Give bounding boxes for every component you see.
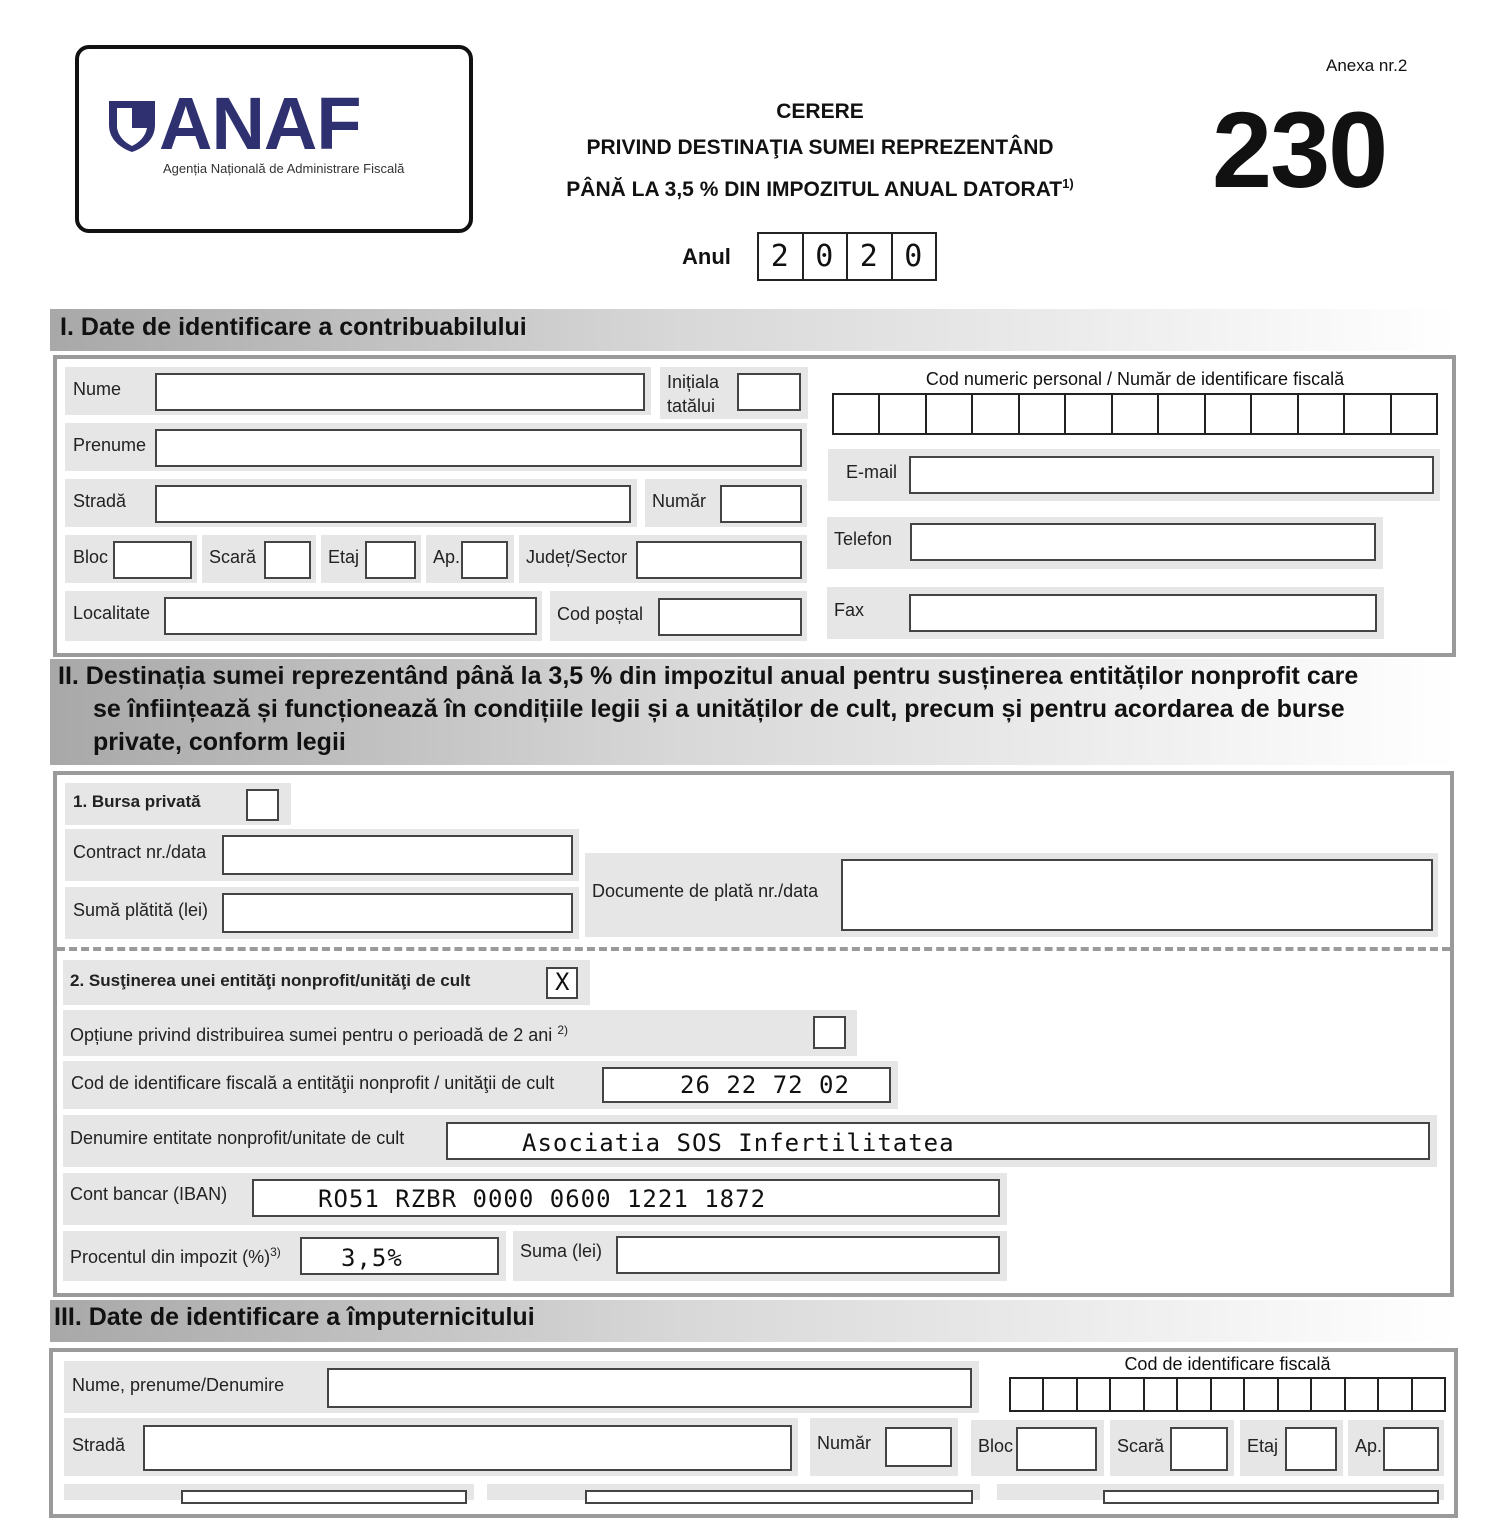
postal-code-input[interactable]: [658, 598, 802, 636]
bursa-checkbox[interactable]: [246, 789, 279, 821]
section-2-title: [50, 659, 1458, 765]
email-input[interactable]: [909, 456, 1434, 494]
two-year-option-checkbox[interactable]: [813, 1016, 846, 1049]
year-digit: 0: [804, 234, 849, 279]
fax-input[interactable]: [909, 594, 1377, 632]
year-digit: 2: [848, 234, 893, 279]
dashed-divider: [57, 947, 1450, 951]
logo-wordmark: ANAF: [159, 82, 361, 165]
email-label: E-mail: [846, 462, 898, 482]
floor-label: Etaj: [328, 547, 360, 567]
title-line-1: CERERE: [776, 100, 864, 123]
year-digit: 0: [904, 239, 924, 274]
title-line-2: PRIVIND DESTINAŢIA SUMEI REPREZENTÂND: [586, 136, 1054, 159]
percent-label: Procentul din impozit (%)$^{3)}$: [70, 1245, 281, 1267]
proxy-cif-input[interactable]: [1009, 1377, 1446, 1412]
anaf-logo: [75, 45, 473, 233]
phone-input[interactable]: [910, 523, 1376, 561]
initial-label-1: Inițiala: [667, 372, 720, 392]
paid-amount-input[interactable]: [222, 893, 573, 933]
apt-label: Ap.: [433, 547, 461, 567]
shield-icon: [107, 97, 157, 153]
cnp-input[interactable]: [832, 393, 1438, 435]
proxy-number-input[interactable]: [885, 1427, 952, 1467]
first-name-input[interactable]: [155, 429, 802, 467]
proxy-apt-input[interactable]: [1383, 1427, 1439, 1471]
year-label: Anul: [682, 244, 731, 269]
county-label: Județ/Sector: [526, 547, 628, 567]
block-label: Bloc: [73, 547, 109, 567]
payment-docs-label: Documente de plată nr./data: [592, 881, 819, 901]
percent-value: 3,5%: [341, 1244, 403, 1272]
staircase-input[interactable]: [264, 541, 311, 579]
proxy-street-input[interactable]: [143, 1425, 792, 1471]
proxy-number-label: Număr: [817, 1433, 872, 1453]
amount-label: Suma (lei): [520, 1241, 603, 1261]
proxy-floor-label: Etaj: [1247, 1436, 1279, 1456]
proxy-next-input-1[interactable]: [181, 1490, 467, 1504]
bursa-label: 1. Bursa privată: [73, 792, 201, 811]
initial-label-2: tatălui: [667, 396, 716, 416]
section-2-title-line-1: II. Destinația sumei reprezentând până la 3,5 % din impozitul anual pentru susținerea entităților nonprofit care: [58, 662, 1359, 690]
title-line-3: PÂNĂ LA 3,5 % DIN IMPOZITUL ANUAL DATORAT$^{1)}$: [566, 176, 1074, 201]
cnp-label: Cod numeric personal / Număr de identificare fiscală: [925, 369, 1345, 389]
number-input[interactable]: [720, 485, 802, 523]
apt-input[interactable]: [461, 541, 508, 579]
first-name-label: Prenume: [73, 435, 147, 455]
floor-input[interactable]: [365, 541, 416, 579]
section-1-title: I. Date de identificare a contribuabilului: [50, 309, 1458, 351]
form-number: 230: [1212, 89, 1387, 210]
form-title: [510, 94, 1130, 208]
percent-footnote: 3): [270, 1245, 281, 1259]
postal-label: Cod poștal: [557, 604, 644, 624]
entity-name-label: Denumire entitate nonprofit/unitate de cult: [70, 1128, 405, 1148]
support-check-mark: X: [555, 968, 571, 996]
contract-input[interactable]: [222, 835, 573, 875]
street-label: Stradă: [73, 491, 127, 511]
section-3-title: III. Date de identificare a împuternicitului: [50, 1300, 1458, 1342]
locality-input[interactable]: [164, 597, 537, 635]
proxy-staircase-label: Scară: [1117, 1436, 1165, 1456]
proxy-street-label: Stradă: [72, 1435, 126, 1455]
entity-name-input[interactable]: [446, 1122, 1430, 1160]
name-input[interactable]: [155, 373, 645, 411]
option-footnote: 2): [557, 1023, 568, 1037]
proxy-name-label: Nume, prenume/Denumire: [72, 1375, 285, 1395]
proxy-next-input-2[interactable]: [585, 1490, 973, 1504]
payment-docs-input[interactable]: [841, 859, 1433, 931]
amount-input[interactable]: [616, 1236, 1000, 1274]
entity-cif-value: 26 22 72 02: [680, 1071, 850, 1099]
option-label: Opțiune privind distribuirea sumei pentru o perioadă de 2 ani $^{2)}$: [70, 1023, 568, 1045]
iban-input[interactable]: [252, 1179, 1000, 1217]
support-label: 2. Susţinerea unei entităţi nonprofit/unităţi de cult: [70, 971, 471, 990]
phone-label: Telefon: [834, 529, 893, 549]
support-checkbox[interactable]: [546, 967, 578, 999]
proxy-cif-label: Cod de identificare fiscală: [1124, 1354, 1331, 1374]
section-2-title-line-2: se înființează și funcționează în condițiile legii și a unităților de cult, precum și pentru acordarea de burse: [93, 695, 1345, 723]
entity-cif-label: Cod de identificare fiscală a entităţii nonprofit / unităţii de cult: [71, 1073, 555, 1093]
county-input[interactable]: [636, 541, 802, 579]
entity-cif-input[interactable]: [602, 1067, 891, 1103]
block-input[interactable]: [113, 541, 192, 579]
proxy-next-input-3[interactable]: [1103, 1490, 1439, 1504]
contract-label: Contract nr./data: [73, 842, 207, 862]
iban-label: Cont bancar (IBAN): [70, 1184, 228, 1204]
year-digit: 2: [759, 234, 804, 279]
proxy-staircase-input[interactable]: [1170, 1427, 1228, 1471]
proxy-block-label: Bloc: [978, 1436, 1014, 1456]
father-initial-input[interactable]: [737, 373, 801, 411]
entity-name-value: Asociatia SOS Infertilitatea: [522, 1129, 955, 1157]
section-2-title-line-3: private, conform legii: [93, 728, 346, 756]
annex-label: Anexa nr.2: [1326, 56, 1408, 75]
year-field[interactable]: [757, 232, 937, 281]
percent-input[interactable]: [300, 1237, 499, 1275]
street-input[interactable]: [155, 485, 631, 523]
locality-label: Localitate: [73, 603, 151, 623]
proxy-block-input[interactable]: [1016, 1427, 1097, 1471]
proxy-floor-input[interactable]: [1285, 1427, 1337, 1471]
proxy-apt-label: Ap.: [1355, 1436, 1383, 1456]
fax-label: Fax: [834, 600, 865, 620]
iban-value: RO51 RZBR 0000 0600 1221 1872: [318, 1185, 767, 1213]
title-footnote: 1): [1062, 176, 1074, 191]
name-label: Nume: [73, 379, 122, 399]
staircase-label: Scară: [209, 547, 257, 567]
paid-label: Sumă plătită (lei): [73, 900, 209, 920]
number-label: Număr: [652, 491, 707, 511]
logo-subtitle: Agenția Națională de Administrare Fiscală: [163, 161, 405, 176]
proxy-name-input[interactable]: [327, 1368, 972, 1408]
